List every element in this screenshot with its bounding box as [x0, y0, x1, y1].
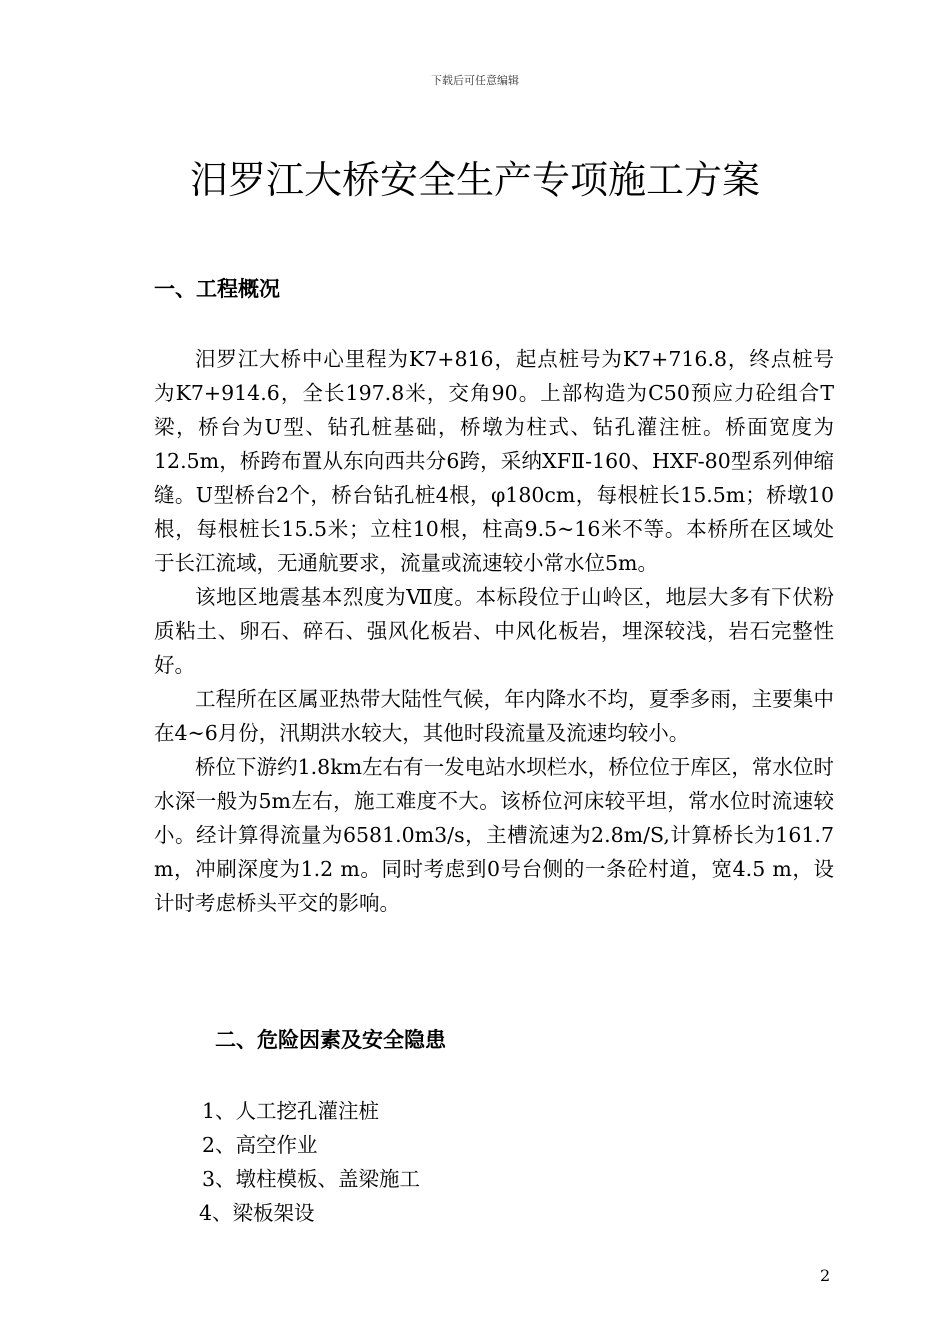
- list-item: 3、墩柱模板、盖梁施工: [202, 1167, 421, 1191]
- section-heading-hazards: 二、危险因素及安全隐患: [215, 1028, 446, 1052]
- paragraph: 桥位下游约1.8km左右有一发电站水坝栏水，桥位位于库区，常水位时水深一般为5m左右，施工难度不大。该桥位河床较平坦，常水位时流速较小。经计算得流量为6581.0m3/s，主槽流速为2.8m/S,计算桥长为161.7 m，冲刷深度为1.2 m。同时考虑到0号台侧的一条砼村道，宽4.5 m，设计时考虑桥头平交的影响。: [154, 755, 834, 915]
- list-item: 1、人工挖孔灌注桩: [202, 1099, 380, 1123]
- page-number: 2: [820, 1266, 831, 1285]
- section-heading-overview: 一、工程概况: [154, 277, 280, 301]
- hazard-list: [199, 1094, 421, 1230]
- list-item: 4、梁板架设: [199, 1201, 315, 1225]
- paragraph: 该地区地震基本烈度为Ⅶ度。本标段位于山岭区，地层大多有下伏粉质粘土、卵石、碎石、强风化板岩、中风化板岩，埋深较浅，岩石完整性好。: [154, 585, 834, 677]
- header-note: 下载后可任意编辑: [431, 74, 519, 87]
- paragraph: 工程所在区属亚热带大陆性气候，年内降水不均，夏季多雨，主要集中在4~6月份，汛期洪水较大，其他时段流量及流速均较小。: [154, 687, 834, 745]
- section-body-overview: [154, 342, 834, 920]
- list-item: 2、高空作业: [202, 1133, 318, 1157]
- document-title: 汨罗江大桥安全生产专项施工方案: [189, 158, 760, 202]
- paragraph: 汨罗江大桥中心里程为K7+816，起点桩号为K7+716.8，终点桩号为K7+914.6，全长197.8米，交角90。上部构造为C50预应力砼组合T梁，桥台为U型、钻孔桩基础，桥墩为柱式、钻孔灌注桩。桥面宽度为12.5m，桥跨布置从东向西共分6跨，采纳XFⅡ-160、HXF-80型系列伸缩缝。U型桥台2个，桥台钻孔桩4根，φ180cm，每根桩长15.5m；桥墩10根，每根桩长15.5米；立柱10根，柱高9.5~16米不等。本桥所在区域处于长江流域，无通航要求，流量或流速较小常水位5m。: [154, 347, 834, 575]
